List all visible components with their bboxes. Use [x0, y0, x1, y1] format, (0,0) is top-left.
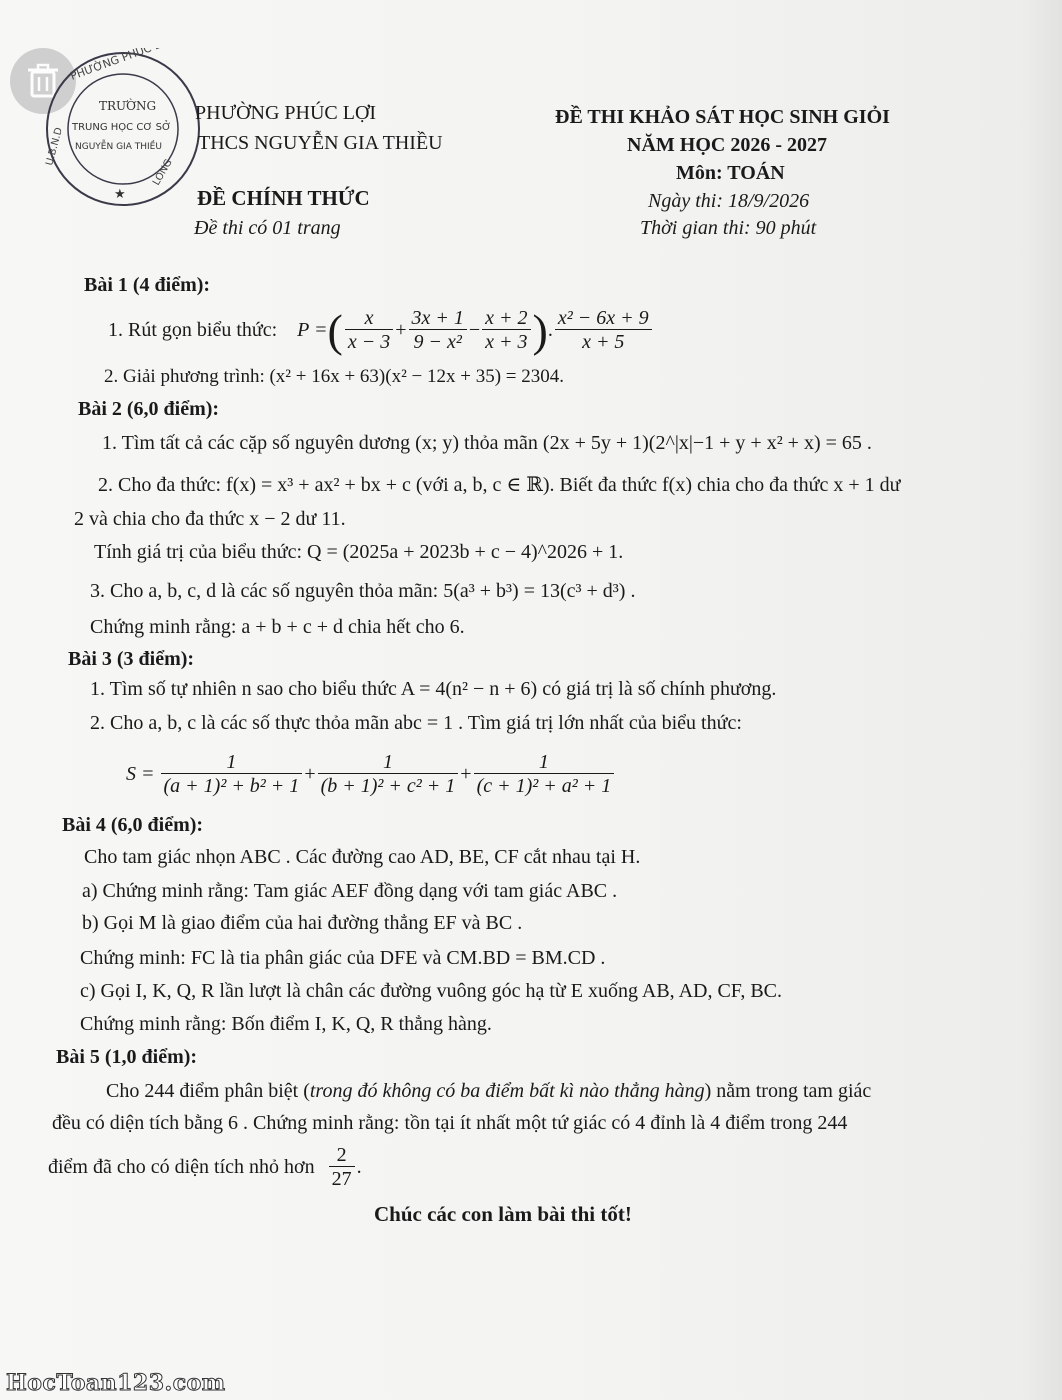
- bai5-line1: [106, 1080, 871, 1103]
- stamp-star-icon: ★: [114, 186, 126, 201]
- bai1-q1: 1. Rút gọn biểu thức: P = ( $\frac{x}{x - 3}$ + $\frac{3x + 1}{\text{9 − x²}}$ − $\frac{x + 2}{x + 3}$ ) . $\frac{\text{x² − 6x + 9}}{x + 5}$: [108, 300, 654, 360]
- bai4-b: b) Gọi M là giao điểm của hai đường thẳng EF và BC .: [82, 912, 523, 934]
- bai3-q2: 2. Cho a, b, c là các số thực thỏa mãn abc = 1 . Tìm giá trị lớn nhất của biểu thức:: [90, 712, 742, 734]
- bai4-c2: Chứng minh rằng: Bốn điểm I, K, Q, R thẳng hàng.: [80, 1013, 492, 1035]
- stamp-side-text: U.B.N.D: [44, 126, 65, 167]
- stamp-graphic: [42, 48, 204, 210]
- bai2-q2c: Tính giá trị của biểu thức: Q = (2025a + 2023b + c − 4)^2026 + 1.: [94, 541, 624, 563]
- paren-close: ): [532, 304, 548, 356]
- exam-date: Ngày thi: 18/9/2026: [648, 190, 810, 212]
- bai3-title: Bài 3 (3 điểm):: [68, 648, 195, 670]
- official-label: ĐỀ CHÍNH THỨC: [197, 186, 370, 210]
- bai4-title: Bài 4 (6,0 điểm):: [62, 814, 204, 836]
- header-school: THCS NGUYỄN GIA THIỀU: [198, 132, 443, 154]
- bai2-q1: 1. Tìm tất cả các cặp số nguyên dương (x; y) thỏa mãn (2x + 5y + 1)(2^|x|−1 + y + x² + x) = 65 .: [102, 432, 872, 454]
- frac-2: $\frac{3x + 1}{\text{9 − x²}}$: [409, 307, 467, 354]
- page-edge-shadow: [1024, 0, 1062, 1400]
- subject: Môn: TOÁN: [676, 162, 785, 184]
- bai4-a: a) Chứng minh rằng: Tam giác AEF đồng dạng với tam giác ABC .: [82, 880, 618, 902]
- closing-message: Chúc các con làm bài thi tốt!: [374, 1202, 632, 1226]
- paren-open: (: [327, 304, 343, 356]
- s-frac-2: $\frac{1}{\text{(b + 1)² + c² + 1}}$: [318, 751, 459, 798]
- bai5-l1-italic: trong đó không có ba điểm bất kì nào thẳng hàng: [309, 1080, 705, 1102]
- frac-4: $\frac{\text{x² − 6x + 9}}{x + 5}$: [555, 307, 652, 354]
- school-stamp: [42, 48, 204, 210]
- header-ward: PHƯỜNG PHÚC LỢI: [195, 102, 377, 124]
- bai5-l3-text: điểm đã cho có diện tích nhỏ hơn: [48, 1155, 315, 1178]
- s-frac-1: $\frac{1}{\text{(a + 1)² + b² + 1}}$: [161, 751, 303, 798]
- bai2-q2a: 2. Cho đa thức: f(x) = x³ + ax² + bx + c (với a, b, c ∈ ℝ). Biết đa thức f(x) chia cho đa thức x + 1 dư: [98, 474, 901, 496]
- s-frac-3: $\frac{1}{\text{(c + 1)² + a² + 1}}$: [474, 751, 615, 798]
- bai3-q1: 1. Tìm số tự nhiên n sao cho biểu thức A = 4(n² − n + 6) có giá trị là số chính phương.: [90, 678, 777, 700]
- bai5-l1-b: ) nằm trong tam giác: [704, 1080, 872, 1102]
- stamp-inner-2: TRUNG HỌC CƠ SỞ: [72, 122, 172, 133]
- frac-3: $\frac{x + 2}{x + 3}$: [482, 307, 530, 354]
- bai4-b2: Chứng minh: FC là tia phân giác của DFE và CM.BD = BM.CD .: [80, 947, 606, 969]
- bai5-title: Bài 5 (1,0 điểm):: [56, 1046, 198, 1068]
- watermark: HocToan123.com: [6, 1370, 226, 1396]
- bai4-intro: Cho tam giác nhọn ABC . Các đường cao AD, BE, CF cắt nhau tại H.: [84, 846, 641, 868]
- exam-duration: Thời gian thi: 90 phút: [640, 217, 817, 239]
- bai2-q2b: 2 và chia cho đa thức x − 2 dư 11.: [74, 508, 346, 530]
- bai4-c: c) Gọi I, K, Q, R lần lượt là chân các đường vuông góc hạ từ E xuống AB, AD, CF, BC.: [80, 980, 782, 1002]
- stamp-inner-3: NGUYỄN GIA THIỀU: [75, 142, 162, 152]
- bai5-line3: điểm đã cho có diện tích nhỏ hơn $\frac{2}{27}$ .: [48, 1143, 362, 1190]
- bai2-title: Bài 2 (6,0 điểm):: [78, 398, 220, 420]
- bai1-title: Bài 1 (4 điểm):: [84, 274, 211, 296]
- exam-title: ĐỀ THI KHẢO SÁT HỌC SINH GIỎI: [555, 106, 890, 128]
- school-year: NĂM HỌC 2026 - 2027: [627, 134, 827, 156]
- bai1-q1-label: 1. Rút gọn biểu thức:: [108, 318, 278, 341]
- bai5-l1-a: Cho 244 điểm phân biệt (: [106, 1080, 310, 1102]
- stamp-inner-1: TRƯỜNG: [99, 99, 157, 113]
- bai3-s-expr: S = $\frac{1}{\text{(a + 1)² + b² + 1}}$ + $\frac{1}{\text{(b + 1)² + c² + 1}}$ + $\frac{1}{\text{(c + 1)² + a² + 1}}$: [126, 744, 616, 804]
- frac-1: $\frac{x}{x - 3}$: [345, 307, 393, 354]
- bai5-line2: đều có diện tích bằng 6 . Chứng minh rằng: tồn tại ít nhất một tứ giác có 4 đỉnh là 4 điểm trong 244: [52, 1112, 848, 1134]
- page-count: Đề thi có 01 trang: [194, 217, 341, 239]
- bai5-frac: $\frac{2}{27}$: [329, 1144, 355, 1191]
- stamp-ring-text: PHƯỜNG PHÚC LỢI: [68, 48, 175, 83]
- bai2-q3a: 3. Cho a, b, c, d là các số nguyên thỏa mãn: 5(a³ + b³) = 13(c³ + d³) .: [90, 580, 636, 602]
- bai1-q1-p: P =: [297, 318, 328, 341]
- stamp-bottom-text: LONG: [151, 157, 175, 188]
- bai2-q3b: Chứng minh rằng: a + b + c + d chia hết cho 6.: [90, 616, 465, 638]
- bai1-q2: 2. Giải phương trình: (x² + 16x + 63)(x² − 12x + 35) = 2304.: [104, 366, 564, 387]
- s-label: S =: [126, 762, 155, 785]
